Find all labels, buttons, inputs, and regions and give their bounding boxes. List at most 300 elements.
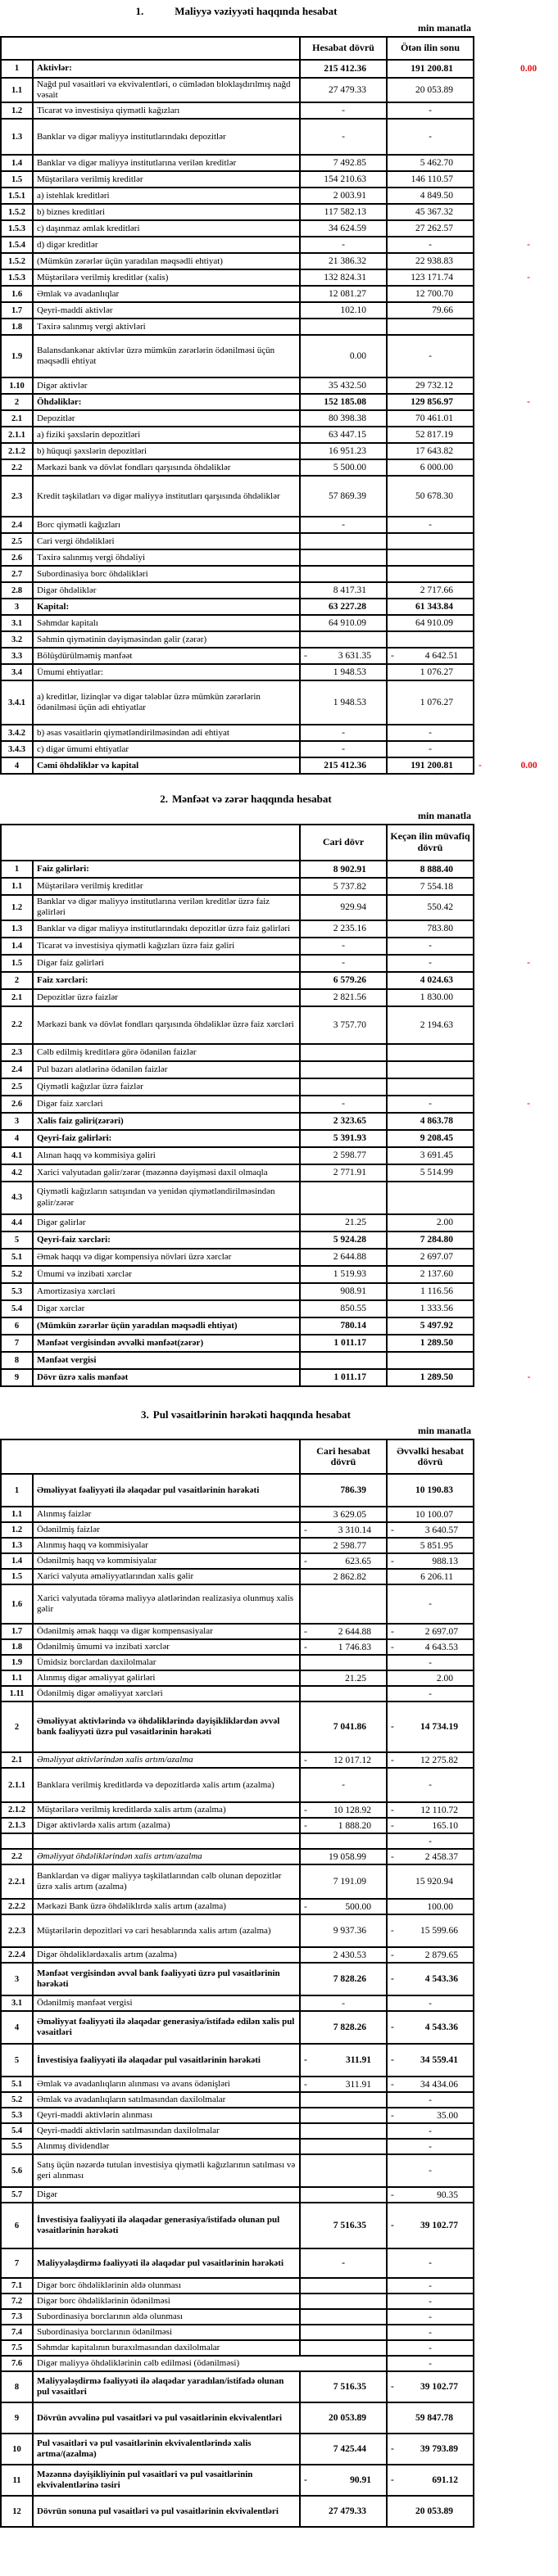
- value-cell-previous: 7 554.18: [387, 878, 474, 895]
- table-row: [1, 989, 558, 1006]
- row-label-cell: İnvestisiya fəaliyyəti ilə əlaqədar pul vəsaitlərinin hərəkəti: [33, 2044, 300, 2077]
- profit-loss-table: [0, 824, 558, 1387]
- value-cell-current: 5 737.82: [300, 878, 387, 895]
- table-row: [1, 237, 558, 253]
- margin-note-cell: [474, 1249, 558, 1266]
- row-label-cell: (Mümkün zərərlər üçün yaradılan məqsədli ehtiyat): [33, 253, 300, 269]
- table-row: [1, 2309, 558, 2325]
- row-label-cell: b) biznes kreditləri: [33, 204, 300, 220]
- row-label-cell: Ümidsiz borclardan daxilolmalar: [33, 1655, 300, 1670]
- value-cell-previous: [387, 2187, 474, 2203]
- row-number-cell: 2.3: [1, 476, 33, 517]
- row-number-cell: 2.2: [1, 459, 33, 476]
- value-cell-current: 12 081.27: [300, 286, 387, 302]
- value-cell-current: [300, 2340, 387, 2356]
- row-number-cell: 4.1: [1, 1147, 33, 1164]
- row-number-cell: 3: [1, 1963, 33, 1995]
- margin-note: -: [527, 1099, 530, 1109]
- table-row: [1, 476, 558, 517]
- value-cell-current: [300, 1686, 387, 1702]
- row-number-cell: 6: [1, 2203, 33, 2248]
- margin-note: 0.00: [519, 63, 538, 74]
- row-number-cell: 1.2: [1, 1522, 33, 1538]
- value-number: 2 697.07: [424, 1626, 458, 1637]
- row-number-cell: 1.5.3: [1, 269, 33, 286]
- table-row: [1, 188, 558, 204]
- table-row: [1, 1553, 558, 1569]
- row-number-cell: 4: [1, 1130, 33, 1147]
- margin-note-cell: [474, 1569, 558, 1584]
- minus-sign: -: [391, 1722, 394, 1733]
- margin-blank-cell: [474, 825, 558, 861]
- minus-sign: -: [391, 2475, 394, 2486]
- margin-note-cell: [474, 102, 558, 119]
- value-cell-previous: 59 847.78: [387, 2402, 474, 2434]
- margin-note-cell: [474, 648, 558, 664]
- table-row: [1, 1995, 558, 2011]
- margin-note-cell: [474, 2123, 558, 2139]
- header-row: [1, 1439, 558, 1474]
- row-number-cell: 2.5: [1, 533, 33, 549]
- row-number-cell: 7.4: [1, 2325, 33, 2340]
- row-label-cell: Əməliyyat öhdəliklərindən xalis artım/azalma: [33, 1849, 300, 1864]
- margin-note-cell: [474, 2434, 558, 2465]
- margin-note-cell: [474, 1914, 558, 1947]
- margin-note-cell: [474, 302, 558, 319]
- value-cell-previous: [387, 566, 474, 582]
- margin-note-cell: [474, 631, 558, 648]
- margin-note-cell: [474, 517, 558, 533]
- row-number-cell: 7.5: [1, 2340, 33, 2356]
- value-cell-current: 57 869.39: [300, 476, 387, 517]
- table-row: [1, 878, 558, 895]
- value-cell-current: 132 824.31: [300, 269, 387, 286]
- row-number-cell: 1.7: [1, 1624, 33, 1639]
- row-label-cell: Qiymətli kağızlar üzrə faizlər: [33, 1078, 300, 1096]
- value-cell-current: [300, 1078, 387, 1096]
- value-number: 311.91: [346, 2055, 371, 2066]
- row-label-cell: a) istehlak kreditləri: [33, 188, 300, 204]
- row-number-cell: 3.4.1: [1, 680, 33, 725]
- table-row: [1, 741, 558, 757]
- row-number-cell: 2.2: [1, 1006, 33, 1044]
- value-cell-current: [300, 2154, 387, 2187]
- value-cell-current: 929.94: [300, 895, 387, 920]
- row-label-cell: Digər gəlirlər: [33, 1214, 300, 1232]
- value-cell-previous: 45 367.32: [387, 204, 474, 220]
- table-row: [1, 549, 558, 566]
- margin-note-cell: [474, 319, 558, 335]
- row-label-cell: Banklar və digər maliyyə institutlarındakı depozitlər: [33, 119, 300, 155]
- value-cell-previous: 5 851.95: [387, 1538, 474, 1553]
- table-row: [1, 2402, 558, 2434]
- row-label-cell: Müştərilərə verilmiş kreditlər (xalis): [33, 269, 300, 286]
- table-row: [1, 1914, 558, 1947]
- margin-note-cell: [474, 1655, 558, 1670]
- value-number: 165.10: [432, 1820, 458, 1831]
- row-label-cell: Alınmış haqq və kommisiyalar: [33, 1538, 300, 1553]
- row-number-cell: 2.5: [1, 1078, 33, 1096]
- table-row: [1, 302, 558, 319]
- row-label-cell: Banklardan və digər maliyyə təşkilatlarından cəlb olunan depozitlər üzrə xalis artım (azalma): [33, 1864, 300, 1899]
- value-cell-current: [300, 2465, 387, 2496]
- margin-note-cell: [474, 1266, 558, 1283]
- row-number-cell: 1.5.2: [1, 253, 33, 269]
- value-cell-current: 27 479.33: [300, 78, 387, 103]
- row-label-cell: Mənfəət vergisindən əvvəl bank fəaliyyəti üzrə pul vəsaitlərinin hərəkəti: [33, 1963, 300, 1995]
- row-label-cell: Subordinasiya borclarının ödənilməsi: [33, 2325, 300, 2340]
- margin-note-cell: [474, 1995, 558, 2011]
- row-label-cell: Müştərilərin depozitləri və cari hesablarında xalis artım (azalma): [33, 1914, 300, 1947]
- table-row: [1, 443, 558, 459]
- value-cell-previous: 12 700.70: [387, 286, 474, 302]
- value-cell-previous: 550.42: [387, 895, 474, 920]
- value-cell-current: [300, 631, 387, 648]
- table-row: [1, 2187, 558, 2203]
- row-number-cell: 6: [1, 1317, 33, 1335]
- value-cell-previous: 2.00: [387, 1670, 474, 1686]
- row-number-cell: 1.5: [1, 171, 33, 188]
- table-row: [1, 1096, 558, 1113]
- row-label-cell: Ümumi ehtiyatlar:: [33, 664, 300, 680]
- value-cell-current: 850.55: [300, 1300, 387, 1317]
- value-cell-previous: 2 194.63: [387, 1006, 474, 1044]
- row-number-cell: 4.2: [1, 1164, 33, 1182]
- table-row: [1, 1113, 558, 1130]
- row-label-cell: Ümumi və inzibati xərclər: [33, 1266, 300, 1283]
- row-label-cell: Xalis faiz gəliri(zərəri): [33, 1113, 300, 1130]
- table-row: [1, 1182, 558, 1214]
- minus-sign: -: [304, 1525, 307, 1535]
- value-cell-previous: 6 000.00: [387, 459, 474, 476]
- row-label-cell: Depozitlər: [33, 410, 300, 427]
- minus-sign: -: [391, 1820, 394, 1831]
- minus-sign: -: [391, 1642, 394, 1652]
- row-label-cell: Digər borc öhdəliklərinin əldə olunması: [33, 2278, 300, 2294]
- value-cell-previous: -: [387, 2325, 474, 2340]
- row-label-cell: Cəlb edilmiş kreditlərə görə ödənilən faizlər: [33, 1044, 300, 1061]
- minus-sign: -: [391, 1755, 394, 1765]
- value-cell-current: 117 582.13: [300, 204, 387, 220]
- table-row: [1, 566, 558, 582]
- row-label-cell: Digər faiz xərcləri: [33, 1096, 300, 1113]
- margin-note-cell: [474, 2203, 558, 2248]
- row-label-cell: Müştərilərə verilmiş kreditlərdə xalis artım (azalma): [33, 1802, 300, 1818]
- col-header-previous: Keçən ilin müvafiq dövrü: [387, 825, 474, 861]
- row-number-cell: 8: [1, 1352, 33, 1369]
- minus-sign: -: [391, 1525, 394, 1535]
- row-label-cell: Pul bazarı alətlərinə ödənilən faizlər: [33, 1061, 300, 1078]
- report-title-text: Mənfəət və zərər haqqında hesabat: [172, 793, 332, 806]
- row-label-cell: Banklar və digər maliyyə institutlarına verilən kreditlər üzrə faiz gəlirləri: [33, 895, 300, 920]
- margin-note-cell: [474, 476, 558, 517]
- table-row: [1, 2203, 558, 2248]
- value-cell-previous: 2 697.07: [387, 1249, 474, 1266]
- value-cell-current: 2 862.82: [300, 1569, 387, 1584]
- margin-note-cell: [474, 1283, 558, 1300]
- minus-sign: -: [304, 2055, 307, 2066]
- row-label-cell: Səhmdar kapitalı: [33, 615, 300, 631]
- row-label-cell: Cəmi öhdəliklər və kapital: [33, 757, 300, 774]
- value-cell-current: -: [300, 725, 387, 741]
- row-number-cell: 2.2.3: [1, 1914, 33, 1947]
- table-row: [1, 2123, 558, 2139]
- value-cell-previous: -: [387, 2340, 474, 2356]
- table-row: [1, 335, 558, 377]
- value-cell-previous: [387, 2044, 474, 2077]
- value-cell-previous: -: [387, 2248, 474, 2278]
- margin-note-cell: [474, 60, 558, 78]
- value-cell-current: 6 579.26: [300, 972, 387, 989]
- row-number-cell: 2.7: [1, 566, 33, 582]
- row-label-cell: Ödənilmiş mənfəət vergisi: [33, 1995, 300, 2011]
- value-cell-previous: -: [387, 1686, 474, 1702]
- value-cell-current: 5 391.93: [300, 1130, 387, 1147]
- row-label-cell: Ödənilmiş ümumi və inzibati xərclər: [33, 1639, 300, 1655]
- value-cell-previous: 1 289.50: [387, 1335, 474, 1352]
- value-cell-previous: 52 817.19: [387, 427, 474, 443]
- margin-note-cell: [474, 2139, 558, 2154]
- value-cell-previous: [387, 1849, 474, 1864]
- col-header-current: Cari dövr: [300, 825, 387, 861]
- value-cell-current: 2 771.91: [300, 1164, 387, 1182]
- value-cell-previous: 10 190.83: [387, 1474, 474, 1507]
- row-number-cell: 3.2: [1, 631, 33, 648]
- table-row: [1, 204, 558, 220]
- margin-note-cell: [474, 920, 558, 938]
- table-row: [1, 757, 558, 774]
- value-cell-previous: 79.66: [387, 302, 474, 319]
- table-row: [1, 1818, 558, 1833]
- minus-sign: -: [391, 2022, 394, 2033]
- margin-note-cell: [474, 1624, 558, 1639]
- value-cell-current: 2 235.16: [300, 920, 387, 938]
- row-label-cell: Xarici valyuta əməliyyatlarından xalis gəlir: [33, 1569, 300, 1584]
- value-cell-previous: -: [387, 1584, 474, 1624]
- value-cell-current: 7 828.26: [300, 2011, 387, 2044]
- margin-note-cell: [474, 1864, 558, 1899]
- table-row: [1, 1963, 558, 1995]
- margin-note-cell: [474, 725, 558, 741]
- value-cell-current: [300, 1802, 387, 1818]
- row-number-cell: 10: [1, 2434, 33, 2465]
- table-row: [1, 582, 558, 599]
- row-number-cell: 2.1.2: [1, 443, 33, 459]
- minus-sign: -: [391, 1805, 394, 1815]
- row-label-cell: Digər xərclər: [33, 1300, 300, 1317]
- margin-note: -: [527, 958, 530, 969]
- value-cell-current: 16 951.23: [300, 443, 387, 459]
- margin-note-cell: [474, 155, 558, 171]
- row-label-cell: Banklar və digər maliyyə institutlarına verilən kreditlər: [33, 155, 300, 171]
- margin-note-cell: [474, 1639, 558, 1655]
- row-label-cell: Əmlak və avadanlıqların satılmasından daxilolmalar: [33, 2092, 300, 2108]
- value-cell-current: [300, 1899, 387, 1914]
- value-cell-current: 0.00: [300, 335, 387, 377]
- table-row: [1, 920, 558, 938]
- value-cell-current: 3 629.05: [300, 1507, 387, 1522]
- value-cell-current: [300, 2309, 387, 2325]
- row-number-cell: 7.2: [1, 2294, 33, 2309]
- value-cell-previous: [387, 1914, 474, 1947]
- value-number: 2 879.65: [424, 1950, 458, 1960]
- value-cell-previous: 10 100.07: [387, 1507, 474, 1522]
- row-number-cell: 9: [1, 1369, 33, 1386]
- row-label-cell: Əməliyyat aktivlərində və öhdəliklərində dəyişikliklərdən əvvəl bank fəaliyyəti üzrə pul vəsaitlərinin hərəkəti: [33, 1702, 300, 1752]
- row-number-cell: 2.1.1: [1, 1768, 33, 1802]
- row-label-cell: Xarici valyutada törəmə maliyyə alətlərindən realizasiya olunmuş xalis gəlir: [33, 1584, 300, 1624]
- table-row: [1, 1061, 558, 1078]
- row-label-cell: Ticarət və investisiya qiymətli kağızları: [33, 102, 300, 119]
- value-cell-previous: [387, 1802, 474, 1818]
- row-number-cell: 12: [1, 2496, 33, 2527]
- minus-sign: -: [391, 2110, 394, 2121]
- value-cell-previous: 1 289.50: [387, 1369, 474, 1386]
- row-label-cell: c) daşınmaz əmlak kreditləri: [33, 220, 300, 237]
- value-cell-current: -: [300, 237, 387, 253]
- row-number-cell: 8: [1, 2371, 33, 2402]
- value-cell-previous: [387, 549, 474, 566]
- table-row: [1, 1624, 558, 1639]
- value-cell-current: 34 624.59: [300, 220, 387, 237]
- row-label-cell: c) digər ümumi ehtiyatlar: [33, 741, 300, 757]
- table-row: [1, 1352, 558, 1369]
- value-cell-previous: 1 333.56: [387, 1300, 474, 1317]
- value-cell-previous: [387, 2108, 474, 2123]
- row-number-cell: 3.3: [1, 648, 33, 664]
- row-number-cell: 1.5.2: [1, 204, 33, 220]
- row-number-cell: 4.3: [1, 1182, 33, 1214]
- table-row: [1, 1768, 558, 1802]
- value-cell-current: 908.91: [300, 1283, 387, 1300]
- report-title: [0, 5, 473, 18]
- margin-note: -: [527, 240, 530, 251]
- value-cell-current: 19 058.99: [300, 1849, 387, 1864]
- value-cell-previous: -: [387, 2092, 474, 2108]
- row-number-cell: 1.10: [1, 377, 33, 394]
- row-label-cell: Qeyri-faiz gəlirləri:: [33, 1130, 300, 1147]
- table-row: [1, 1317, 558, 1335]
- row-label-cell: Faiz xərcləri:: [33, 972, 300, 989]
- row-number-cell: 1: [1, 60, 33, 78]
- value-cell-previous: [387, 2371, 474, 2402]
- table-row: [1, 1147, 558, 1164]
- value-number: 1 888.20: [338, 1820, 371, 1831]
- margin-note-cell: [474, 2465, 558, 2496]
- value-cell-current: [300, 1818, 387, 1833]
- value-number: 14 734.19: [420, 1722, 458, 1733]
- table-row: [1, 725, 558, 741]
- value-cell-current: -: [300, 102, 387, 119]
- row-label-cell: Digər faiz gəlirləri: [33, 955, 300, 972]
- row-number-cell: 5.2: [1, 1266, 33, 1283]
- margin-note-cell: [474, 2187, 558, 2203]
- value-cell-previous: -: [387, 955, 474, 972]
- value-number: 15 599.66: [420, 1926, 458, 1937]
- value-cell-previous: [387, 1818, 474, 1833]
- row-number-cell: 7.6: [1, 2356, 33, 2371]
- value-cell-previous: 17 643.82: [387, 443, 474, 459]
- row-label-cell: Alınmış digər əməliyyat gəlirləri: [33, 1670, 300, 1686]
- value-cell-previous: -: [387, 335, 474, 377]
- value-cell-previous: [387, 1963, 474, 1995]
- value-cell-current: 9 937.36: [300, 1914, 387, 1947]
- row-number-cell: 1: [1, 861, 33, 878]
- value-cell-current: 8 902.91: [300, 861, 387, 878]
- row-number-cell: 5.1: [1, 2077, 33, 2092]
- value-cell-current: 1 948.53: [300, 664, 387, 680]
- value-cell-current: 5 924.28: [300, 1232, 387, 1249]
- col-header-previous: Əvvəlki hesabat dövrü: [387, 1439, 474, 1474]
- table-row: [1, 2139, 558, 2154]
- margin-note-cell: [474, 2371, 558, 2402]
- value-number: 623.65: [345, 1556, 371, 1566]
- value-number: 90.91: [350, 2475, 371, 2486]
- margin-note-cell: [474, 1352, 558, 1369]
- margin-note-cell: [474, 2248, 558, 2278]
- value-cell-current: 1 948.53: [300, 680, 387, 725]
- value-cell-current: 64 910.09: [300, 615, 387, 631]
- value-cell-previous: [387, 1078, 474, 1096]
- value-cell-current: [300, 1352, 387, 1369]
- value-cell-previous: 191 200.81: [387, 60, 474, 78]
- table-row: [1, 1538, 558, 1553]
- table-row: [1, 410, 558, 427]
- row-number-cell: 1.5.3: [1, 220, 33, 237]
- section-gap: [0, 1387, 558, 1408]
- row-number-cell: 1.3: [1, 1538, 33, 1553]
- margin-note-cell: [474, 1300, 558, 1317]
- row-label-cell: Kapital:: [33, 599, 300, 615]
- table-row: [1, 648, 558, 664]
- margin-note-cell: [474, 1686, 558, 1702]
- margin-note-cell: [474, 989, 558, 1006]
- value-cell-previous: 27 262.57: [387, 220, 474, 237]
- row-label-cell: Məzənnə dəyişikliyinin pul vəsaitləri və pul vəsaitlərinin ekvivalentlərinə təsiri: [33, 2465, 300, 2496]
- value-cell-previous: 1 076.27: [387, 680, 474, 725]
- value-number: 4 543.36: [424, 2022, 458, 2033]
- value-cell-current: 1 011.17: [300, 1369, 387, 1386]
- row-number-cell: 1.8: [1, 319, 33, 335]
- margin-note-cell: [474, 2496, 558, 2527]
- minus-sign: -: [391, 1626, 394, 1637]
- table-row: [1, 2077, 558, 2092]
- value-cell-previous: [387, 631, 474, 648]
- row-label-cell: Depozitlər üzrə faizlər: [33, 989, 300, 1006]
- value-cell-previous: 1 830.00: [387, 989, 474, 1006]
- margin-note: -: [527, 1372, 531, 1383]
- row-number-cell: 7: [1, 2248, 33, 2278]
- minus-sign: -: [391, 2444, 394, 2455]
- report-title-number: 1.: [135, 5, 144, 17]
- row-label-cell: Faiz gəlirləri:: [33, 861, 300, 878]
- row-label-cell: Ödənilmiş faizlər: [33, 1522, 300, 1538]
- margin-note-cell: [474, 878, 558, 895]
- value-number: 34 559.41: [420, 2055, 458, 2066]
- table-row: [1, 895, 558, 920]
- value-cell-previous: -: [387, 2139, 474, 2154]
- value-cell-current: 80 398.38: [300, 410, 387, 427]
- row-number-cell: 1.9: [1, 335, 33, 377]
- row-label-cell: Mənfəət vergisi: [33, 1352, 300, 1369]
- row-number-cell: 3.4: [1, 664, 33, 680]
- row-label-cell: Digər borc öhdəliklərinin ödənilməsi: [33, 2294, 300, 2309]
- margin-note-cell: [474, 253, 558, 269]
- value-cell-previous: -: [387, 725, 474, 741]
- row-number-cell: 4.4: [1, 1214, 33, 1232]
- margin-note-cell: [474, 2402, 558, 2434]
- row-label-cell: Digər maliyyə öhdəliklərinin cəlb edilməsi (ödənilməsi): [33, 2356, 387, 2371]
